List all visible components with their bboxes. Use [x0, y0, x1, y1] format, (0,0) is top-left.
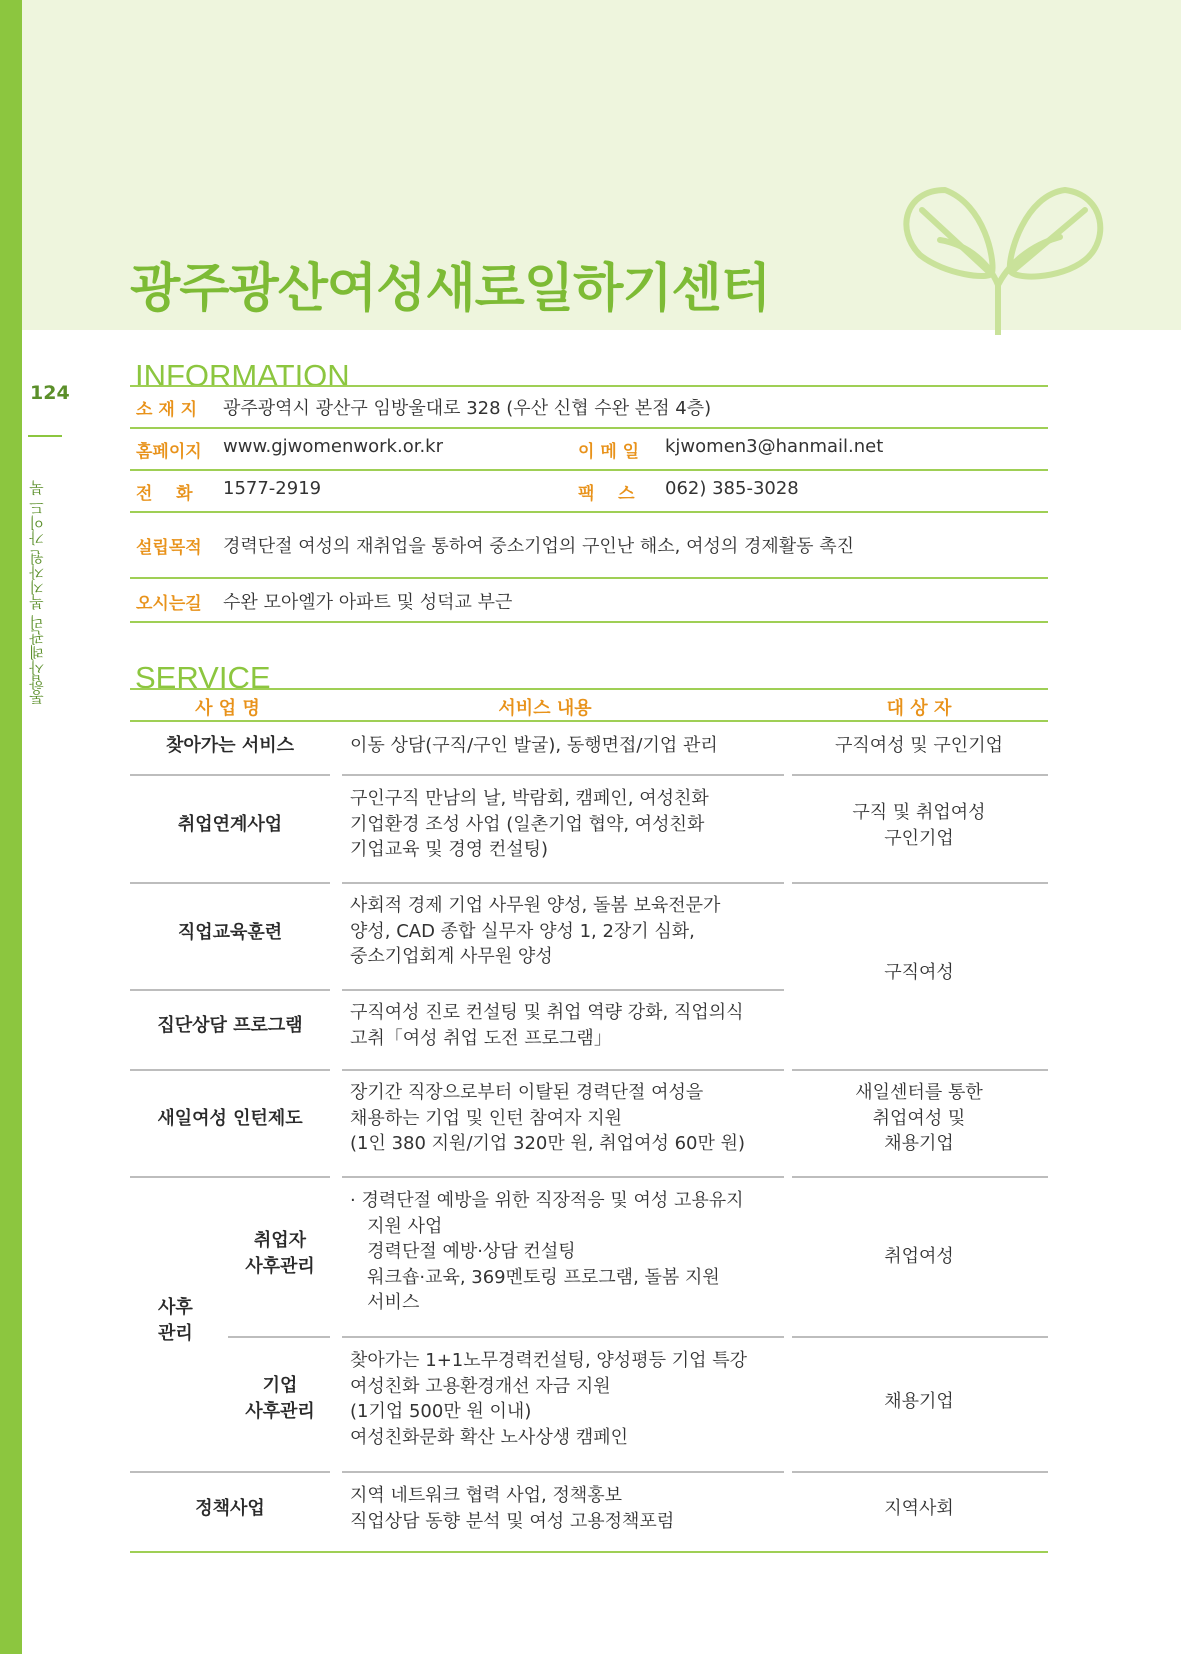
service-row-name: 직업교육훈련 — [177, 922, 283, 943]
service-row-target: 채용기업 — [884, 1391, 954, 1412]
homepage-link[interactable]: www.gjwomenwork.or.kr — [223, 436, 443, 457]
service-row-content: 장기간 직장으로부터 이탈된 경력단절 여성을 채용하는 기업 및 인턴 참여자 지원 (1인 380 지원/기업 320만 원, 취업여성 60만 원) — [350, 1082, 745, 1155]
column-header-name: 사 업 명 — [195, 698, 260, 719]
info-row-contact-phone — [130, 469, 1048, 511]
phone-value: 1577-2919 — [223, 478, 322, 499]
purpose-value: 경력단절 여성의 재취업을 통하여 중소기업의 구인난 해소, 여성의 경제활동 촉진 — [223, 536, 855, 557]
email-link[interactable]: kjwomen3@hanmail.net — [665, 436, 884, 457]
service-row-content: 사회적 경제 기업 사무원 양성, 돌봄 보육전문가 양성, CAD 종합 실무자 양성 1, 2장기 심화, 중소기업회계 사무원 양성 — [350, 895, 721, 968]
page-number-divider — [28, 435, 62, 437]
info-row-address — [130, 385, 1048, 427]
fax-label: 팩 스 — [578, 484, 635, 504]
service-row-content: 구직여성 진로 컨설팅 및 취업 역량 강화, 직업의식 고취「여성 취업 도전 프로그램」 — [350, 1002, 744, 1049]
service-heading: SERVICE — [135, 660, 271, 695]
address-label: 소 재 지 — [136, 400, 198, 420]
directions-value: 수완 모아엘가 아파트 및 성덕교 부근 — [223, 592, 513, 613]
service-row-target: 취업여성 — [884, 1246, 954, 1267]
service-row-content: 구인구직 만남의 날, 박람회, 캠페인, 여성친화 기업환경 조성 사업 (일촌기업 협약, 여성친화 기업교육 및 경영 컨설팅) — [350, 788, 709, 861]
column-header-target: 대 상 자 — [886, 698, 952, 719]
fax-value: 062) 385-3028 — [665, 478, 799, 499]
info-row-contact-web — [130, 427, 1048, 469]
service-row-name: 집단상담 프로그램 — [157, 1015, 303, 1036]
information-table — [130, 385, 1048, 623]
page-number: 124 — [30, 382, 70, 404]
address-value: 광주광역시 광산구 임방울대로 328 (우산 신협 수완 본점 4층) — [223, 398, 712, 419]
service-row-name: 정책사업 — [195, 1498, 265, 1519]
aftercare-group-label: 사후 관리 — [158, 1297, 193, 1344]
service-row-content: · 경력단절 예방을 위한 직장적응 및 여성 고용유지 지원 사업 경력단절 예방·상담 컨설팅 워크숍·교육, 369멘토링 프로그램, 돌봄 지원 서비스 — [350, 1190, 744, 1314]
service-row-target: 구직 및 취업여성 구인기업 — [852, 802, 986, 849]
service-row-content: 지역 네트워크 협력 사업, 정책홍보 직업상담 동향 분석 및 여성 고용정책포럼 — [350, 1485, 675, 1532]
homepage-label: 홈페이지 — [136, 442, 202, 462]
service-row-target: 지역사회 — [884, 1498, 954, 1519]
purpose-label: 설립목적 — [136, 538, 202, 558]
service-row-content: 찾아가는 1+1노무경력컨설팅, 양성평등 기업 특강 여성친화 고용환경개선 자금 지원 (1기업 500만 원 이내) 여성친화문화 확산 노사상생 캠페인 — [350, 1350, 747, 1448]
phone-label: 전 화 — [136, 484, 193, 504]
service-row-name: 기업 사후관리 — [245, 1375, 315, 1422]
side-running-title: 통합사례관리 복지자원 가이드 북 — [28, 480, 46, 705]
service-row-name: 취업연계사업 — [177, 814, 283, 835]
column-header-content: 서비스 내용 — [498, 698, 592, 719]
email-label: 이 메 일 — [578, 442, 640, 462]
page-title: 광주광산여성새로일하기센터 — [130, 259, 771, 319]
service-row-name: 취업자 사후관리 — [245, 1230, 315, 1277]
service-row-target: 구직여성 및 구인기업 — [835, 735, 1003, 756]
information-heading: INFORMATION — [135, 358, 350, 393]
service-row-name: 찾아가는 서비스 — [166, 735, 294, 756]
leaf-sprout-icon — [900, 185, 1110, 335]
merged-target-job-seeking-women: 구직여성 — [884, 962, 954, 983]
service-table-header — [130, 688, 1048, 722]
directions-label: 오시는길 — [136, 594, 202, 614]
left-accent-bar — [0, 0, 22, 1654]
service-row-name: 새일여성 인턴제도 — [157, 1108, 303, 1129]
service-row-content: 이동 상담(구직/구인 발굴), 동행면접/기업 관리 — [350, 735, 718, 756]
info-row-purpose — [130, 511, 1048, 577]
info-row-directions — [130, 577, 1048, 623]
service-row-target: 새일센터를 통한 취업여성 및 채용기업 — [855, 1082, 983, 1155]
